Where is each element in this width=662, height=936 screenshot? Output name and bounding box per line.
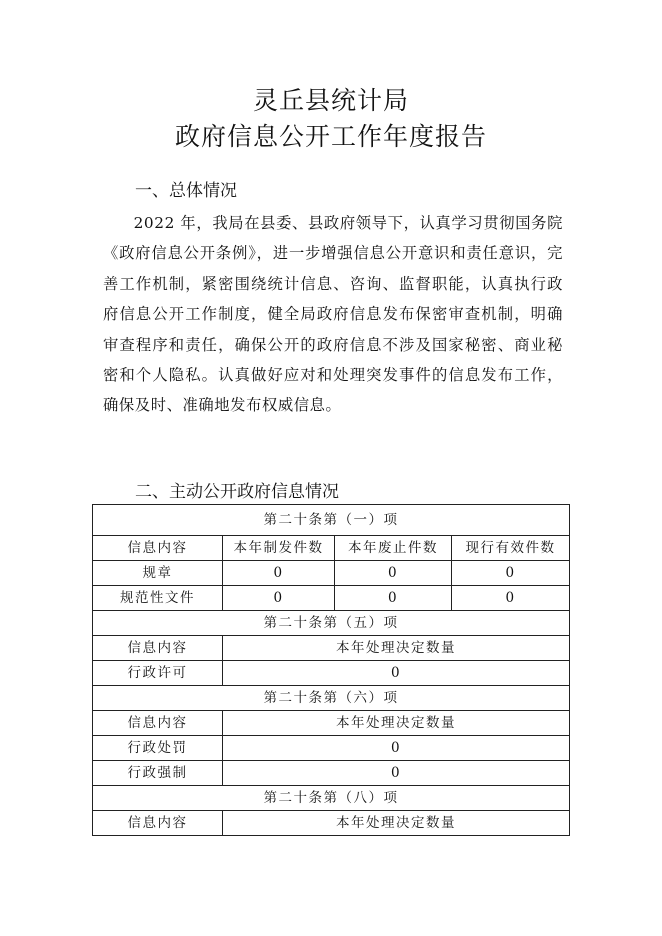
section-title-art20-8: 第二十条第（八）项 bbox=[93, 786, 570, 811]
cell-value: 0 bbox=[223, 561, 335, 586]
column-header: 本年废止件数 bbox=[335, 536, 452, 561]
row-label: 行政许可 bbox=[93, 661, 223, 686]
table-section-title-row bbox=[93, 611, 570, 636]
section2-heading: 二、主动公开政府信息情况 bbox=[135, 482, 339, 502]
column-header: 现行有效件数 bbox=[452, 536, 570, 561]
column-header: 信息内容 bbox=[93, 711, 223, 736]
row-label: 行政强制 bbox=[93, 761, 223, 786]
document-title-line1: 灵丘县统计局 bbox=[252, 86, 409, 115]
column-header: 本年制发件数 bbox=[223, 536, 335, 561]
table-header-row bbox=[93, 536, 570, 561]
cell-value: 0 bbox=[223, 736, 570, 761]
row-label: 规范性文件 bbox=[93, 586, 223, 611]
column-header: 信息内容 bbox=[93, 636, 223, 661]
row-label: 行政处罚 bbox=[93, 736, 223, 761]
cell-value: 0 bbox=[452, 586, 570, 611]
cell-value: 0 bbox=[223, 586, 335, 611]
table-row bbox=[93, 736, 570, 761]
table-row bbox=[93, 761, 570, 786]
cell-value: 0 bbox=[223, 761, 570, 786]
column-header: 本年处理决定数量 bbox=[223, 811, 570, 836]
table-row bbox=[93, 586, 570, 611]
cell-value: 0 bbox=[335, 561, 452, 586]
table-header-row bbox=[93, 711, 570, 736]
table-row bbox=[93, 661, 570, 686]
cell-value: 0 bbox=[223, 661, 570, 686]
column-header: 本年处理决定数量 bbox=[223, 636, 570, 661]
table-section-title-row bbox=[93, 686, 570, 711]
column-header: 信息内容 bbox=[93, 536, 223, 561]
table-section-title-row bbox=[93, 786, 570, 811]
section-title-art20-6: 第二十条第（六）项 bbox=[93, 686, 570, 711]
section-title-art20-1: 第二十条第（一）项 bbox=[93, 505, 570, 536]
column-header: 本年处理决定数量 bbox=[223, 711, 570, 736]
column-header: 信息内容 bbox=[93, 811, 223, 836]
cell-value: 0 bbox=[452, 561, 570, 586]
document-title-line2: 政府信息公开工作年度报告 bbox=[174, 122, 487, 151]
disclosure-table bbox=[92, 504, 570, 836]
table-row bbox=[93, 561, 570, 586]
table-header-row bbox=[93, 636, 570, 661]
section-title-art20-5: 第二十条第（五）项 bbox=[93, 611, 570, 636]
table-header-row bbox=[93, 811, 570, 836]
section1-paragraph: 2022 年，我局在县委、县政府领导下，认真学习贯彻国务院《政府信息公开条例》，进一步增强信息公开意识和责任意识，完善工作机制，紧密围绕统计信息、咨询、监督职能，认真执行政府信息公开工作制度，健全局政府信息发布保密审查机制，明确审查程序和责任，确保公开的政府信息不涉及国家秘密、商业秘密和个人隐私。认真做好应对和处理突发事件的信息发布工作，确保及时、准确地发布权威信息。 bbox=[103, 214, 563, 415]
section1-heading: 一、总体情况 bbox=[135, 181, 237, 201]
cell-value: 0 bbox=[335, 586, 452, 611]
row-label: 规章 bbox=[93, 561, 223, 586]
table-section-title-row bbox=[93, 505, 570, 536]
